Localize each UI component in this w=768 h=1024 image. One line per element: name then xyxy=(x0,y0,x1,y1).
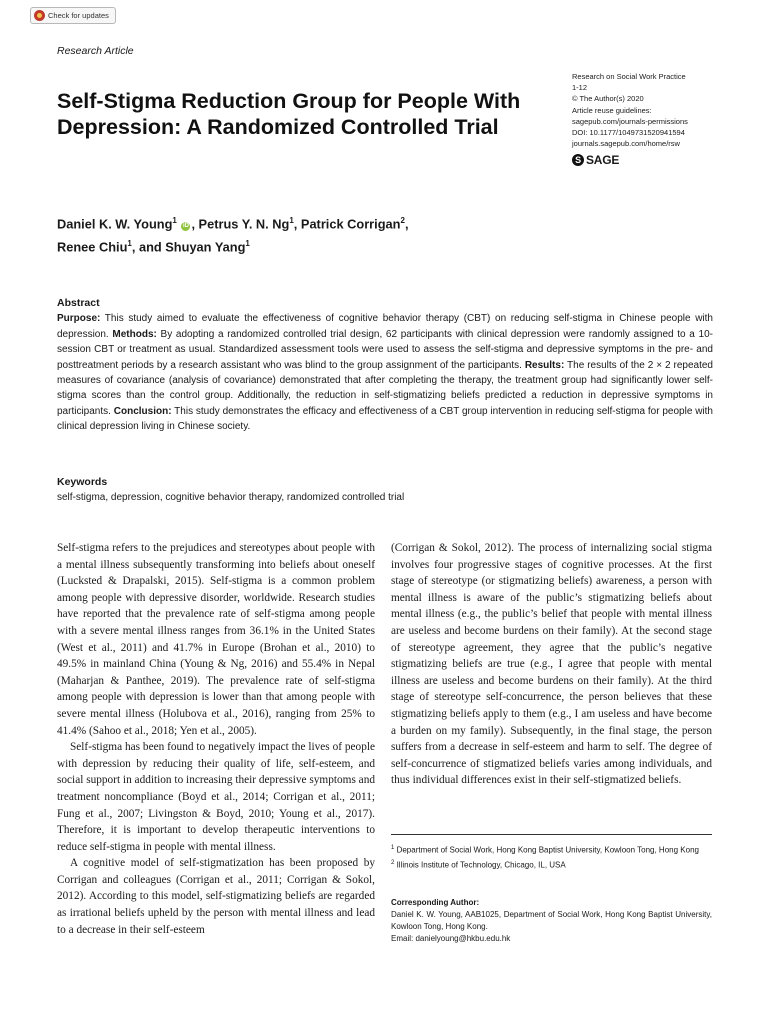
conclusion-label: Conclusion: xyxy=(113,405,172,417)
purpose-label: Purpose: xyxy=(57,313,101,325)
check-for-updates-button[interactable] xyxy=(30,7,116,24)
footnote-2 xyxy=(391,858,712,871)
author-separator: , xyxy=(404,216,409,232)
abstract xyxy=(57,296,713,435)
abstract-body xyxy=(57,311,713,434)
footnote-text: Department of Social Work, Hong Kong Baptist University, Kowloon Tong, Hong Kong xyxy=(396,845,699,855)
update-icon xyxy=(34,10,45,21)
corresponding-author xyxy=(391,897,712,945)
keywords-heading: Keywords xyxy=(57,476,108,488)
results-label: Results: xyxy=(524,359,565,371)
methods-label: Methods: xyxy=(112,328,157,340)
footnote-1 xyxy=(391,843,712,856)
reuse-guidelines: Article reuse guidelines: xyxy=(572,105,652,115)
methods-text: By adopting a randomized controlled trial design, 62 participants with clinical depression were randomly assigned to a 10-session CBT or treatment as usual. Standardized assessment tools were used to assess the self-stigma and depressive symptoms in the pre- and posttreatment periods by a research assistant who was blind to the group assignment of the participants. xyxy=(57,328,713,371)
journal-name: Research on Social Work Practice xyxy=(572,72,686,81)
results-text: The results of the 2 × 2 repeated measures of covariance (analysis of covariance) demonstrated that after completing the therapy, the treatment group had significantly lower self-stigma scores than the control group. Additionally, the reduction in self-stigmatizing beliefs predicted a reduction in depressive symptoms in participants. xyxy=(57,359,713,417)
corresponding-heading: Corresponding Author: xyxy=(391,898,480,907)
article-type: Research Article xyxy=(57,45,134,57)
page-range: 1-12 xyxy=(572,83,588,93)
footnote-mark: 2 xyxy=(391,860,395,867)
article-title: Self-Stigma Reduction Group for People With Depression: A Randomized Controlled Trial xyxy=(57,89,521,139)
author-name: Daniel K. W. Young xyxy=(57,216,173,232)
keywords xyxy=(57,475,713,507)
affiliation-footnotes xyxy=(391,843,712,873)
corresponding-email[interactable]: Email: danielyoung@hkbu.edu.hk xyxy=(391,934,511,943)
footnote-text: Illinois Institute of Technology, Chicago, IL, USA xyxy=(396,860,566,870)
body-paragraph: Self-stigma refers to the prejudices and stereotypes about people with a mental illness subsequently transforming into beliefs about oneself (Lucksted & Drapalski, 2015). Self-stigma is a common problem among people with depressive disorder, worldwide. Research studies have reported that the prevalence rate of self-stigma among people with a severe mental illness ranges from 36.1% in the United States (West et al., 2011) and 41.7% in Europe (Brohan et al., 2010) to 49.5% in mainland China (Young & Ng, 2016) and 55.4% in Nepal (Maharjan & Panthee, 2019). The prevalence rate of self-stigma among people with depression is lower than that among people with severe mental illness (Holubova et al., 2016), ranging from 25% to 41.4% (Sahoo et al., 2018; Yen et al., 2005). xyxy=(57,542,375,737)
check-for-updates-label: Check for updates xyxy=(48,11,109,20)
purpose-text: This study aimed to evaluate the effectiveness of cognitive behavior therapy (CBT) on reducing self-stigma in Chinese people with depression. xyxy=(57,313,713,340)
affiliation-mark: 2 xyxy=(400,216,405,225)
journal-home-link[interactable]: journals.sagepub.com/home/rsw xyxy=(572,139,680,149)
doi[interactable]: DOI: 10.1177/1049731520941594 xyxy=(572,128,685,138)
affiliation-mark: 1 xyxy=(172,216,177,225)
body-column-right xyxy=(391,540,712,789)
body-paragraph: (Corrigan & Sokol, 2012). The process of internalizing social stigma involves four progressive stages of cognitive processes. At the first stage of stereotype (or stigmatizing beliefs) awareness, a person with mental illness is aware of the public’s stigmatizing beliefs about mental illness (e.g., the public’s belief that people with mental illness are useless and become burdens on their family). At the second stage of stereotype agreement, they agree that the public’s negative stigmatizing beliefs are true (e.g., I agree that people with mental illness are useless and become burdens on their family). At the third stage of stereotype self-concurrence, the person believes that these stigmatizing beliefs apply to them (e.g., I am useless and have become a burden on my family). Subsequently, in the final stage, the person suffers from a decrease in self-esteem and harm to self. The degree of self-concurrence of stigmatized beliefs varies among individuals, and thus individual differences exist in their self-stigmatized beliefs. xyxy=(391,542,712,787)
sage-s-icon: S xyxy=(572,154,584,166)
abstract-heading: Abstract xyxy=(57,297,100,309)
affiliation-mark: 1 xyxy=(289,216,294,225)
body-column-left xyxy=(57,540,375,938)
orcid-icon[interactable]: iD xyxy=(182,223,189,230)
author-list xyxy=(57,211,517,258)
keywords-list: self-stigma, depression, cognitive behavior therapy, randomized controlled trial xyxy=(57,492,405,503)
permissions-link[interactable]: sagepub.com/journals-permissions xyxy=(572,116,688,126)
footnote-mark: 1 xyxy=(391,845,395,851)
body-paragraph: A cognitive model of self-stigmatization has been proposed by Corrigan and colleagues (Corrigan et al., 2011; Corrigan & Sokol, 2012). According to this model, self-stigmatizing beliefs are regarded as irrational beliefs upheld by the person with mental illness and lead to a decrease in their self-esteem xyxy=(57,857,375,936)
journal-meta xyxy=(572,71,742,149)
publisher-name: SAGE xyxy=(586,153,620,167)
author-name: Renee Chiu xyxy=(57,239,128,255)
footnote-divider xyxy=(391,834,712,835)
corresponding-address: Daniel K. W. Young, AAB1025, Department of Social Work, Hong Kong Baptist University, Kowloon Tong, Hong Kong. xyxy=(391,910,712,931)
author-name: , Patrick Corrigan xyxy=(293,216,401,232)
affiliation-mark: 1 xyxy=(127,239,132,249)
conclusion-text: This study demonstrates the efficacy and effectiveness of a CBT group intervention in reducing self-stigma for people with clinical depression living in Chinese society. xyxy=(57,405,713,433)
publisher-logo xyxy=(572,153,619,167)
author-name: , Petrus Y. N. Ng xyxy=(191,216,290,232)
copyright: © The Author(s) 2020 xyxy=(572,94,644,104)
body-paragraph: Self-stigma has been found to negatively impact the lives of people with depression by reducing their quality of life, self-esteem, and social support in addition to increasing their depressive symptoms and treatment noncompliance (Boyd et al., 2014; Corrigan et al., 2011; Fung et al., 2007; Livingston & Boyd, 2010; Young et al., 2017). Therefore, it is important to develop therapeutic interventions to reduce self-stigma in people with mental illness. xyxy=(57,741,375,853)
affiliation-mark: 1 xyxy=(245,239,250,249)
author-name: , and Shuyan Yang xyxy=(131,239,246,255)
